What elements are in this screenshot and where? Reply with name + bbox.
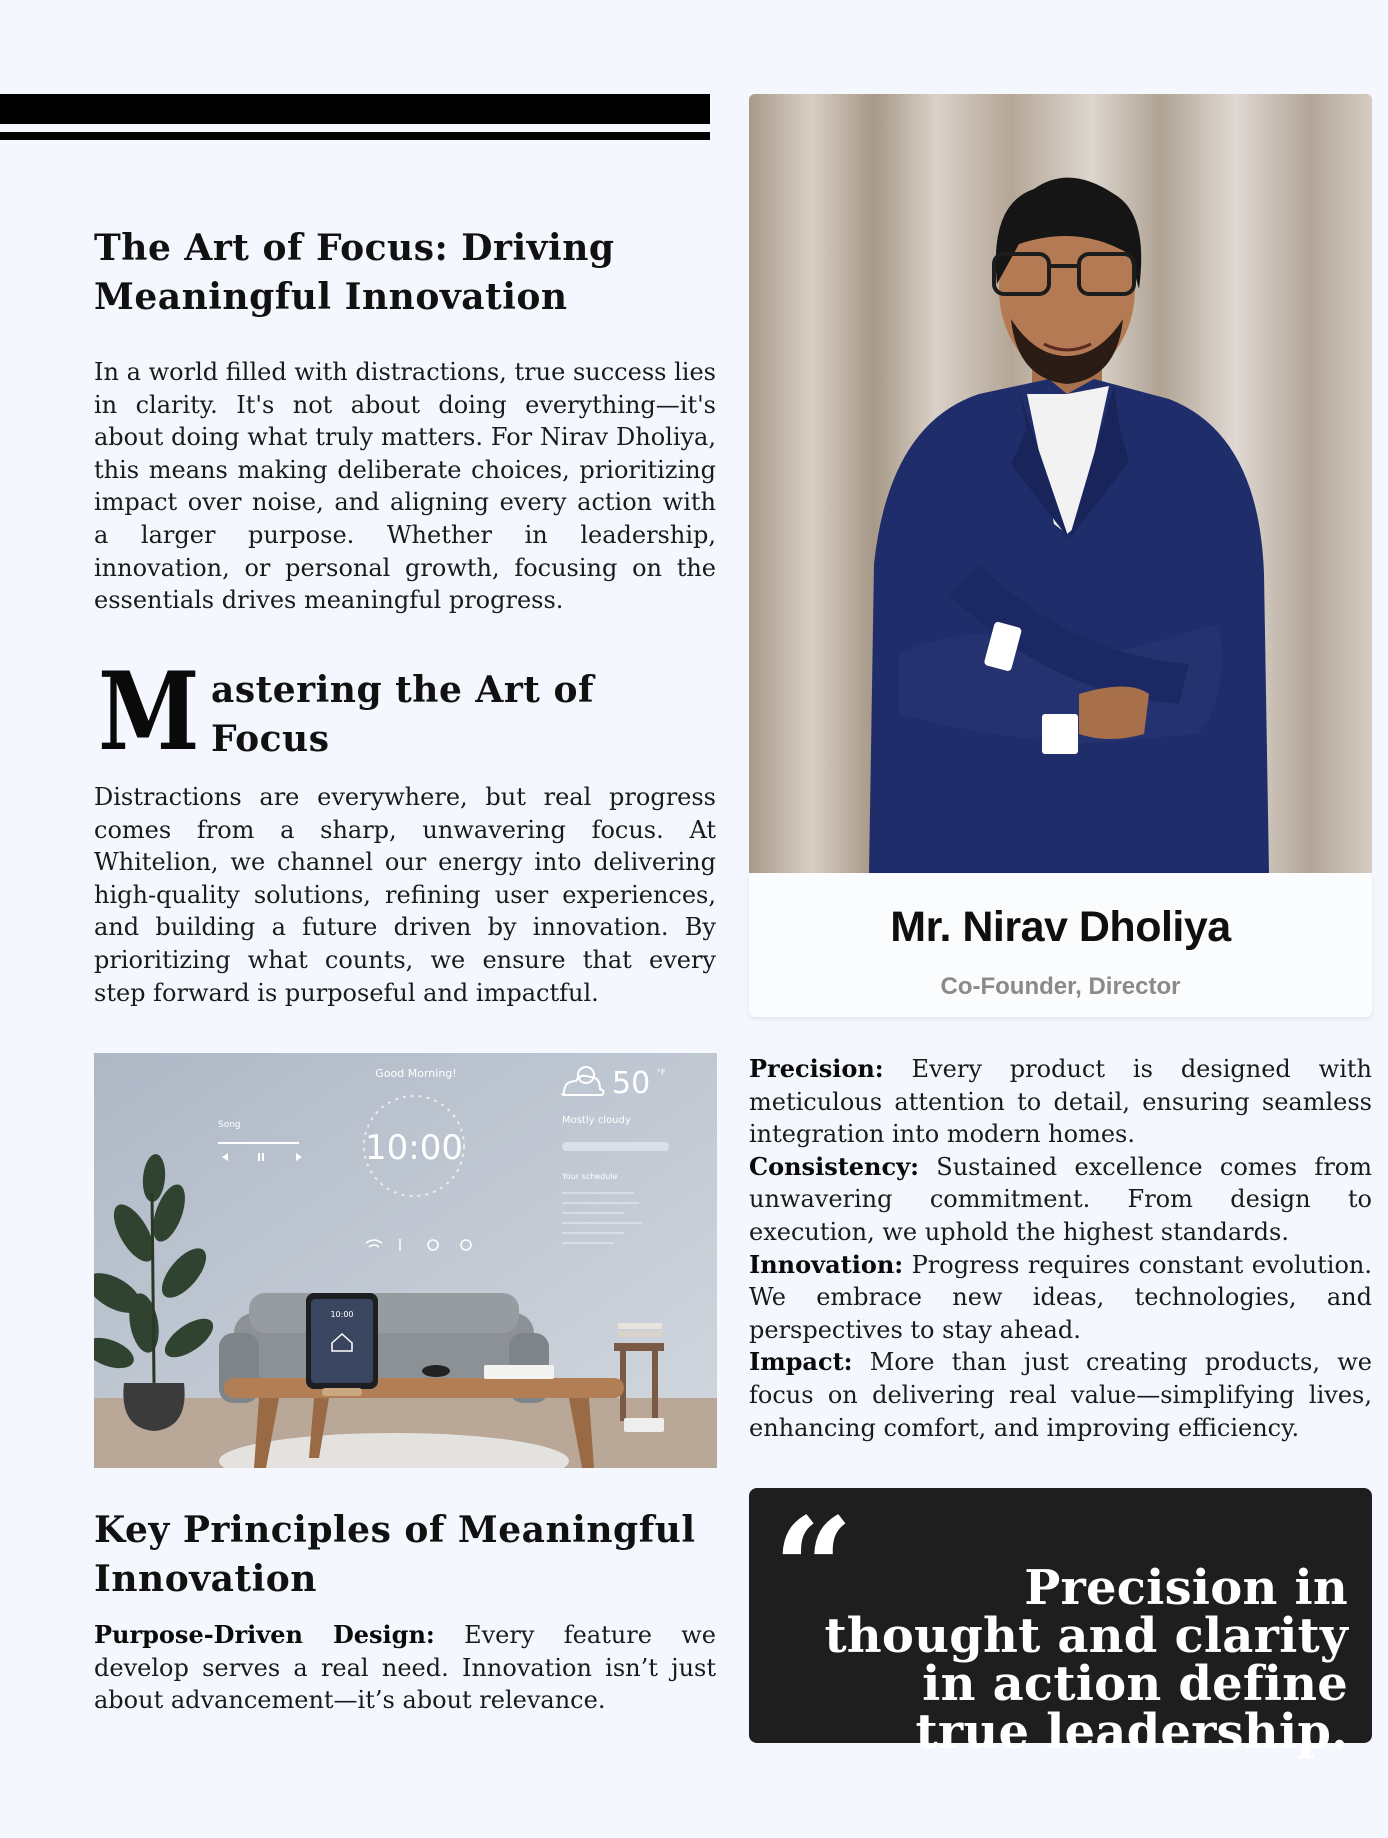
principle-text: Sustained excellence comes from unwavering commitment. From design to execution, we uphold the highest standards. <box>749 1152 1372 1246</box>
principle-item <box>749 1249 1372 1347</box>
principle-lead: Precision: <box>749 1054 884 1083</box>
principle-lead: Innovation: <box>749 1249 904 1279</box>
principle-lead: Consistency: <box>749 1151 919 1181</box>
schedule-label: Your schedule <box>562 1172 618 1181</box>
section-title-key-principles: Key Principles of Meaningful Innovation <box>94 1509 696 1600</box>
section-title-art-of-focus: The Art of Focus: Driving Meaningful Innovation <box>94 227 615 318</box>
smart-home-image <box>94 1053 717 1468</box>
quote-mark-icon: “ <box>773 1488 854 1652</box>
profile-role: Co-Founder, Director <box>940 973 1181 1000</box>
temperature: 50 <box>612 1066 651 1101</box>
section-body-mastering: Distractions are everywhere, but real progress comes from a sharp, unwavering focus. At Whitelion, we channel our energy into delivering high-quality solutions, refining user experiences, and building a future driven by innovation. By prioritizing what counts, we ensure that every step forward is purposeful and impactful. <box>94 783 716 1007</box>
portrait-illustration <box>749 94 1372 873</box>
pull-quote <box>749 1488 1372 1760</box>
principles-list <box>749 1053 1372 1444</box>
song-label: Song <box>218 1120 241 1130</box>
principle-lead: Impact: <box>749 1347 853 1377</box>
drop-cap: M <box>98 649 200 775</box>
principle-lead-purpose: Purpose-Driven Design: <box>94 1620 435 1649</box>
clock-time: 10:00 <box>365 1128 463 1168</box>
principle-text: Every product is designed with meticulous attention to detail, ensuring seamless integration into modern homes. <box>749 1055 1372 1149</box>
room-illustration <box>94 1053 717 1468</box>
principle-text: Progress requires constant evolution. We embrace new ideas, technologies, and perspectives to stay ahead. <box>749 1250 1372 1344</box>
profile-card <box>749 873 1372 1017</box>
portrait-photo <box>749 94 1372 873</box>
section-body-art-of-focus: In a world filled with distractions, true success lies in clarity. It's not about doing everything—it's about doing what truly matters. For Nirav Dholiya, this means making deliberate choices, prioritizing impact over noise, and aligning every action with a larger purpose. Whether in leadership, innovation, or personal growth, focusing on the essentials drives meaningful progress. <box>94 358 716 615</box>
principle-text-purpose: Every feature we develop serves a real need. Innovation isn’t just about advancement—it’s about relevance. <box>94 1621 716 1715</box>
header-bar-thin <box>0 132 710 140</box>
weather-condition: Mostly cloudy <box>562 1115 631 1126</box>
greeting-text: Good Morning! <box>375 1067 457 1080</box>
principle-item <box>749 1151 1372 1249</box>
section-body-key-principles <box>94 1619 716 1717</box>
header-bar-thick <box>0 94 710 124</box>
profile-name: Mr. Nirav Dholiya <box>890 903 1231 951</box>
temperature-unit: °F <box>657 1068 666 1077</box>
mastering-heading <box>94 649 716 775</box>
principle-item <box>749 1346 1372 1444</box>
section-title-mastering: astering the Art of Focus <box>211 669 594 760</box>
tablet-time: 10:00 <box>330 1310 354 1319</box>
principle-item <box>749 1053 1372 1151</box>
principle-text: More than just creating products, we focus on delivering real value—simplifying lives, enhancing comfort, and improving efficiency. <box>749 1348 1372 1442</box>
quote-text: Precision in thought and clarity in action define true leadership. <box>824 1560 1348 1760</box>
